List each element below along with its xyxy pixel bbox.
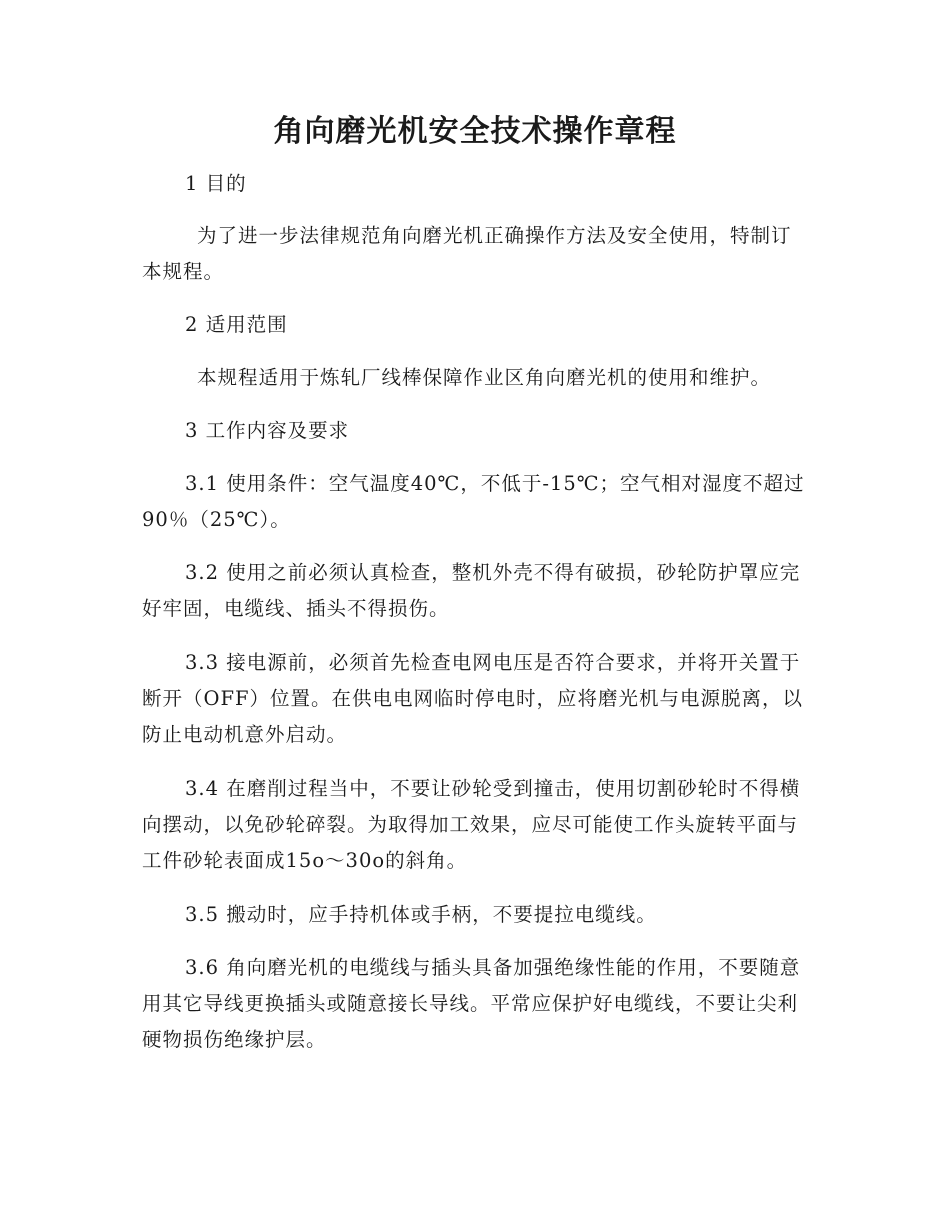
clause-3-2: 3.2 使用之前必须认真检查，整机外壳不得有破损，砂轮防护罩应完好牢固，电缆线、插头不得损伤。 bbox=[142, 561, 801, 620]
paragraph-purpose: 为了进一步法律规范角向磨光机正确操作方法及安全使用，特制订本规程。 bbox=[142, 224, 792, 283]
section-heading-requirements: 3 工作内容及要求 bbox=[185, 419, 350, 442]
clause-3-4: 3.4 在磨削过程当中，不要让砂轮受到撞击，使用切割砂轮时不得横向摆动，以免砂轮碎裂。为取得加工效果，应尽可能使工作头旋转平面与工件砂轮表面成15o～30o的斜角。 bbox=[142, 777, 801, 872]
clause-3-3: 3.3 接电源前，必须首先检查电网电压是否符合要求，并将开关置于断开（OFF）位置。在供电电网临时停电时，应将磨光机与电源脱离，以防止电动机意外启动。 bbox=[142, 651, 804, 746]
clause-3-5: 3.5 搬动时，应手持机体或手柄，不要提拉电缆线。 bbox=[185, 903, 657, 926]
clause-3-6: 3.6 角向磨光机的电缆线与插头具备加强绝缘性能的作用，不要随意用其它导线更换插头或随意接长导线。平常应保护好电缆线，不要让尖利硬物损伤绝缘护层。 bbox=[142, 956, 801, 1051]
section-heading-purpose: 1 目的 bbox=[185, 172, 247, 195]
document-title: 角向磨光机安全技术操作章程 bbox=[273, 114, 677, 149]
paragraph-scope: 本规程适用于炼轧厂线棒保障作业区角向磨光机的使用和维护。 bbox=[197, 366, 772, 389]
clause-3-1: 3.1 使用条件：空气温度40℃，不低于-15℃；空气相对湿度不超过90％（25℃）。 bbox=[142, 472, 805, 531]
section-heading-scope: 2 适用范围 bbox=[185, 313, 288, 336]
